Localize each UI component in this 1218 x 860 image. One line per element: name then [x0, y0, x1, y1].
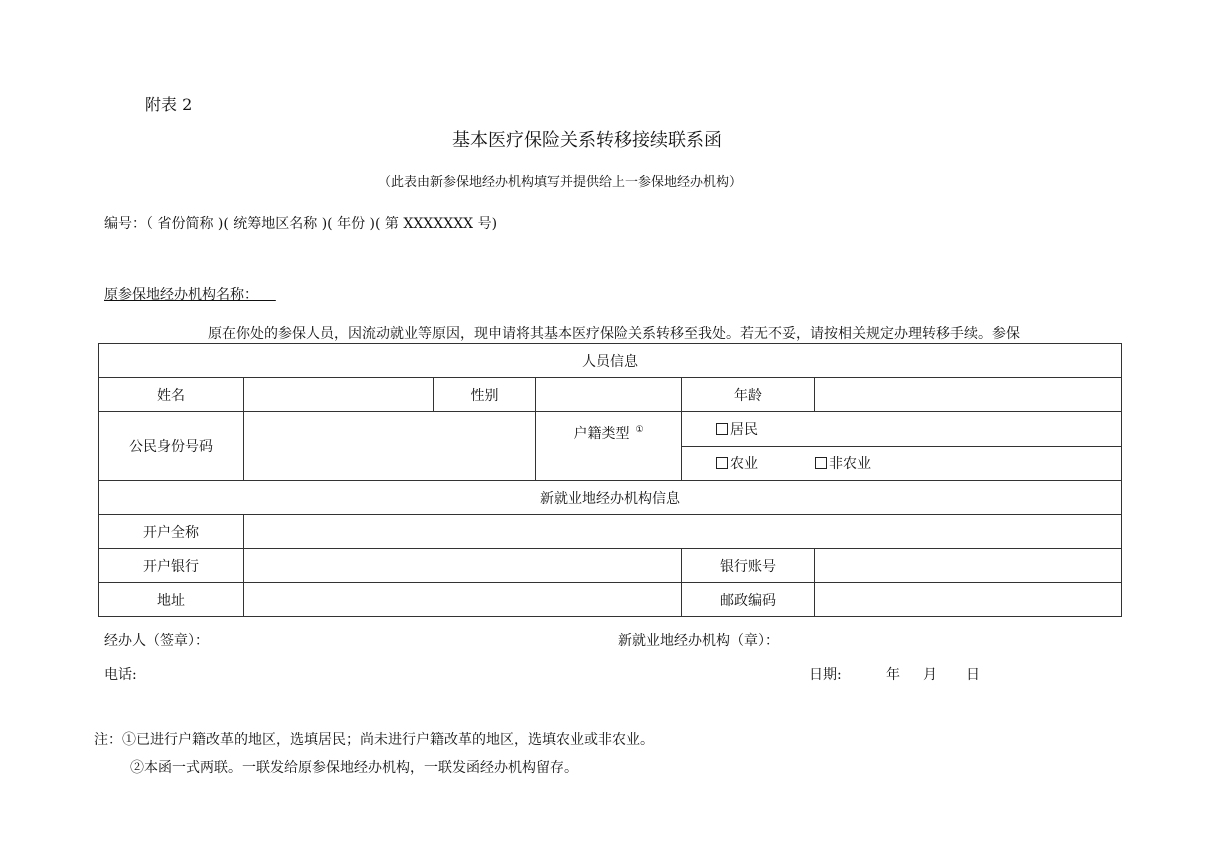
- date-day: 日: [966, 667, 980, 683]
- agri-option[interactable]: 农业: [716, 456, 758, 472]
- id-label: 公民身份号码: [99, 412, 244, 481]
- document-title: 基本医疗保险关系转移接续联系函: [452, 130, 722, 151]
- address-row: [99, 583, 1122, 617]
- name-label: 姓名: [99, 378, 244, 412]
- address-field[interactable]: [244, 583, 682, 617]
- hukou-type-label: 户籍类型 ①: [536, 412, 682, 481]
- bank-account-field[interactable]: [815, 549, 1122, 583]
- note-1: 注：①已进行户籍改革的地区，选填居民；尚未进行户籍改革的地区，选填农业或非农业。: [94, 732, 654, 748]
- bank-label: 开户银行: [99, 549, 244, 583]
- serial-number: 编号：（ 省份简称 )( 统筹地区名称 )( 年份 )( 第 XXXXXXX 号): [104, 216, 498, 232]
- account-name-row: [99, 515, 1122, 549]
- gender-field[interactable]: [536, 378, 682, 412]
- note-2: ②本函一式两联。一联发给原参保地经办机构，一联发函经办机构留存。: [130, 760, 578, 776]
- bank-account-label: 银行账号: [682, 549, 815, 583]
- date-year: 年: [886, 667, 900, 683]
- nonagri-option[interactable]: 非农业: [815, 456, 871, 472]
- hukou-resident-option[interactable]: 居民: [682, 412, 1122, 447]
- postcode-label: 邮政编码: [682, 583, 815, 617]
- account-name-field[interactable]: [244, 515, 1122, 549]
- handler-signature-label: 经办人（签章）：: [104, 633, 209, 649]
- id-row-top: [99, 412, 1122, 447]
- new-agency-seal-label: 新就业地经办机构（章）：: [618, 633, 779, 649]
- agency-info-header: 新就业地经办机构信息: [99, 481, 1122, 515]
- appendix-label: 附表 2: [145, 95, 193, 114]
- document-subtitle: （此表由新参保地经办机构填写并提供给上一参保地经办机构）: [378, 175, 743, 190]
- personal-info-header: 人员信息: [99, 344, 1122, 378]
- name-field[interactable]: [244, 378, 434, 412]
- gender-label: 性别: [434, 378, 536, 412]
- nonagri-checkbox[interactable]: [815, 457, 827, 469]
- phone-label: 电话:: [104, 667, 137, 683]
- date-month: 月: [923, 667, 937, 683]
- name-row: [99, 378, 1122, 412]
- age-field[interactable]: [815, 378, 1122, 412]
- hukou-note-mark: ①: [635, 425, 644, 435]
- date-label: 日期:: [809, 667, 842, 683]
- intro-text: 原在你处的参保人员，因流动就业等原因，现申请将其基本医疗保险关系转移至我处。若无不妥，请按相关规定办理转移手续。参保: [208, 326, 1020, 342]
- resident-checkbox[interactable]: [716, 423, 728, 435]
- bank-field[interactable]: [244, 549, 682, 583]
- postcode-field[interactable]: [815, 583, 1122, 617]
- agri-checkbox[interactable]: [716, 457, 728, 469]
- bank-row: [99, 549, 1122, 583]
- origin-agency-label: 原参保地经办机构名称：: [104, 287, 258, 303]
- transfer-form-table: [98, 343, 1122, 617]
- address-label: 地址: [99, 583, 244, 617]
- hukou-agri-options: [682, 446, 1122, 481]
- age-label: 年龄: [682, 378, 815, 412]
- id-field[interactable]: [244, 412, 536, 481]
- personal-info-header-row: [99, 344, 1122, 378]
- account-name-label: 开户全称: [99, 515, 244, 549]
- agency-info-header-row: [99, 481, 1122, 515]
